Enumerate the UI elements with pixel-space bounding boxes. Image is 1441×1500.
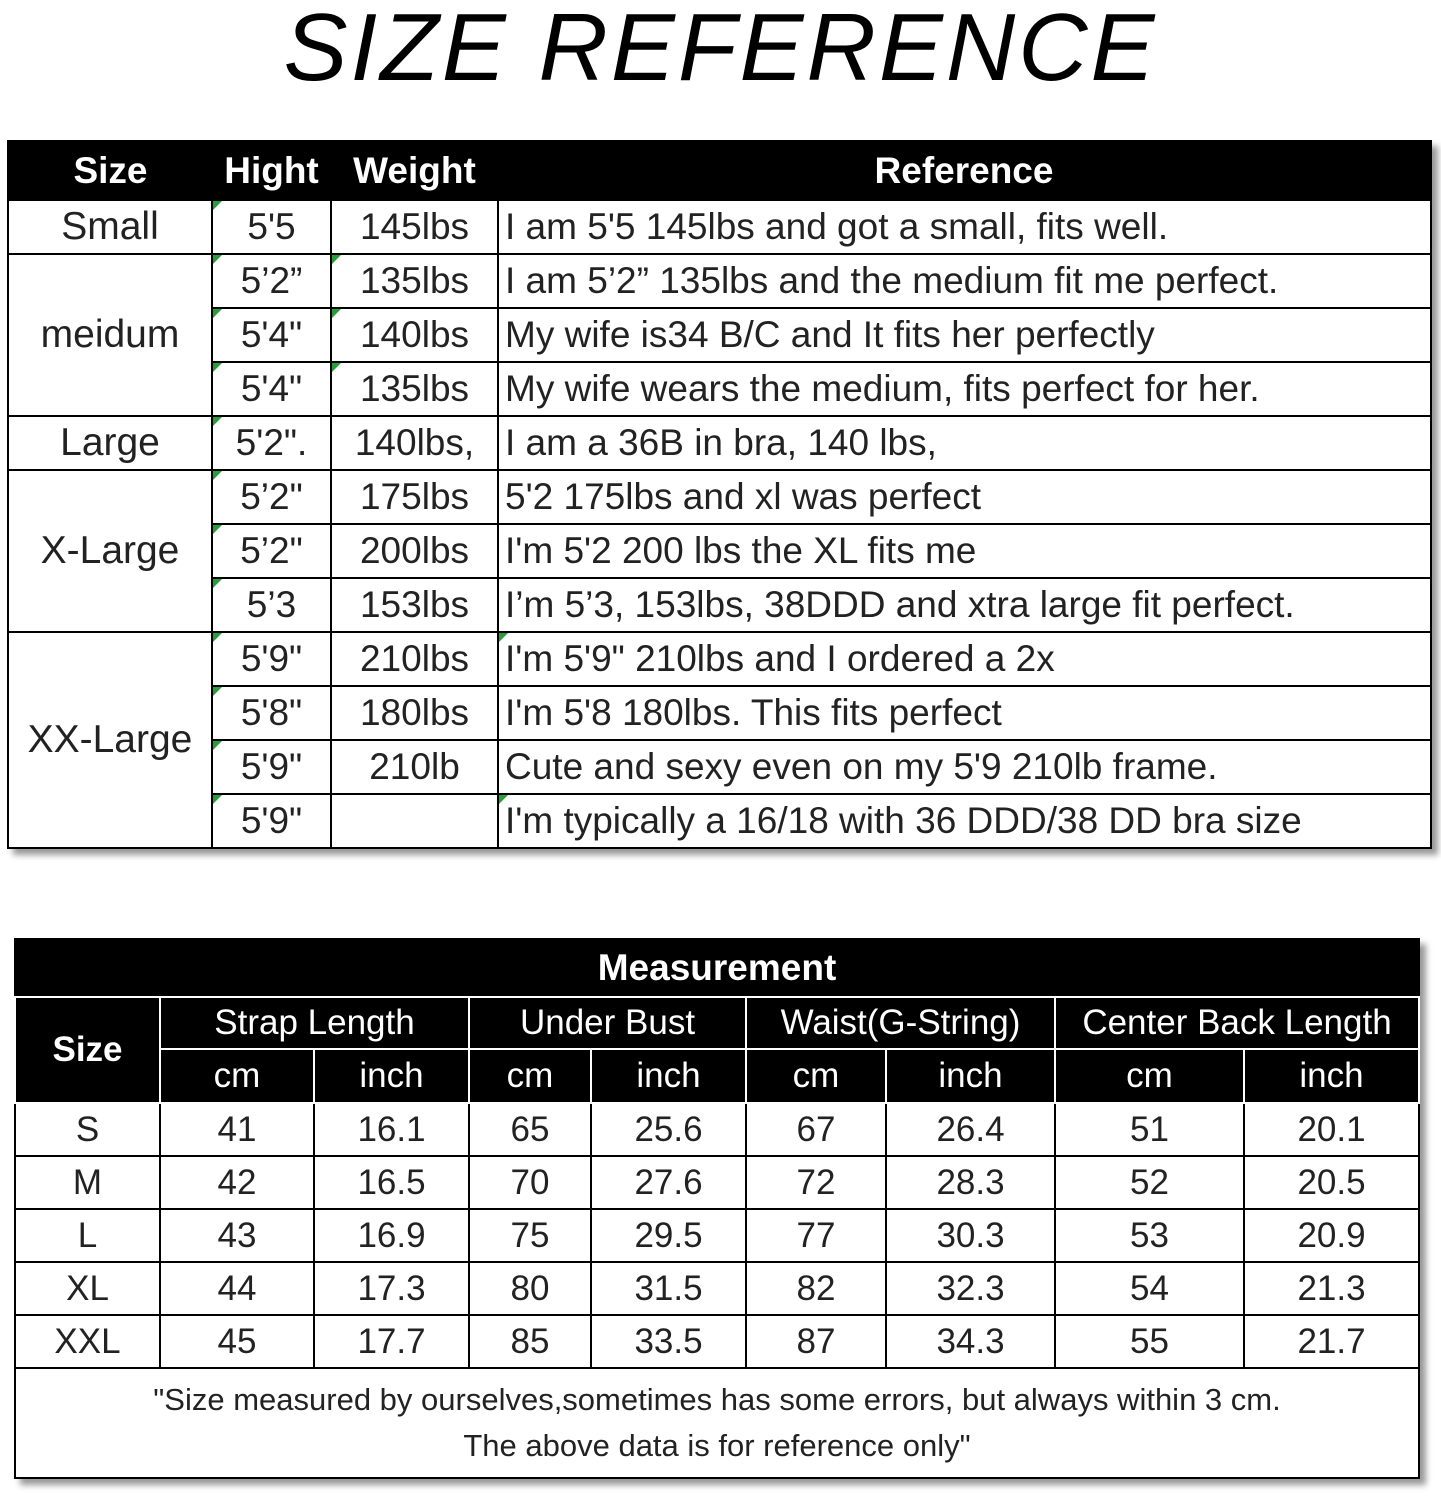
- weight-value: 145lbs: [331, 200, 498, 254]
- reference-row: [8, 794, 1431, 848]
- reference-row: [8, 308, 1431, 362]
- measurement-value: 16.1: [314, 1103, 469, 1156]
- measurement-value: 80: [469, 1262, 591, 1315]
- measurement-size: XXL: [15, 1315, 160, 1368]
- measurement-group-header: Center Back Length: [1055, 997, 1419, 1049]
- measurement-size: S: [15, 1103, 160, 1156]
- measurement-group-header: Strap Length: [160, 997, 469, 1049]
- measurement-unit-header: inch: [591, 1049, 746, 1103]
- height-value: 5'9": [212, 740, 331, 794]
- reference-row: [8, 524, 1431, 578]
- page-title: SIZE REFERENCE: [283, 0, 1158, 101]
- measurement-value: 25.6: [591, 1103, 746, 1156]
- height-value: 5'4": [212, 362, 331, 416]
- measurement-value: 33.5: [591, 1315, 746, 1368]
- height-value: 5’2": [212, 524, 331, 578]
- reference-row: [8, 578, 1431, 632]
- measurement-value: 52: [1055, 1156, 1244, 1209]
- measurement-value: 65: [469, 1103, 591, 1156]
- measurement-unit-header: cm: [746, 1049, 886, 1103]
- measurement-value: 82: [746, 1262, 886, 1315]
- reference-row: [8, 740, 1431, 794]
- weight-value: 140lbs,: [331, 416, 498, 470]
- measurement-value: 21.3: [1244, 1262, 1419, 1315]
- weight-value: 200lbs: [331, 524, 498, 578]
- measurement-unit-header: inch: [886, 1049, 1055, 1103]
- measurement-value: 16.5: [314, 1156, 469, 1209]
- weight-value: [331, 794, 498, 848]
- measurement-title: Measurement: [15, 939, 1419, 997]
- measurement-unit-header: cm: [160, 1049, 314, 1103]
- weight-value: 210lbs: [331, 632, 498, 686]
- weight-value: 153lbs: [331, 578, 498, 632]
- measurement-group-header: Waist(G-String): [746, 997, 1055, 1049]
- reference-row: [8, 362, 1431, 416]
- measurement-value: 21.7: [1244, 1315, 1419, 1368]
- height-value: 5’2”: [212, 254, 331, 308]
- measurement-size: M: [15, 1156, 160, 1209]
- size-label: X-Large: [8, 470, 212, 632]
- reference-row: [8, 254, 1431, 308]
- measurement-unit-header: cm: [469, 1049, 591, 1103]
- reference-text: I am 5’2” 135lbs and the medium fit me perfect.: [498, 254, 1431, 308]
- disclaimer-line-1: "Size measured by ourselves,sometimes has some errors, but always within 3 cm.: [153, 1382, 1281, 1417]
- measurement-table: [14, 938, 1420, 1479]
- measurement-group-header: Under Bust: [469, 997, 746, 1049]
- measurement-value: 70: [469, 1156, 591, 1209]
- measurement-value: 17.3: [314, 1262, 469, 1315]
- measurement-disclaimer: [15, 1368, 1419, 1478]
- measurement-value: 26.4: [886, 1103, 1055, 1156]
- size-label: Small: [8, 200, 212, 254]
- size-label: Large: [8, 416, 212, 470]
- reference-text: My wife is34 B/C and It fits her perfectly: [498, 308, 1431, 362]
- weight-value: 175lbs: [331, 470, 498, 524]
- size-reference-table: [7, 140, 1432, 849]
- measurement-value: 55: [1055, 1315, 1244, 1368]
- reference-text: I'm typically a 16/18 with 36 DDD/38 DD bra size: [498, 794, 1431, 848]
- reference-row: [8, 200, 1431, 254]
- reference-text: I am 5'5 145lbs and got a small, fits well.: [498, 200, 1431, 254]
- measurement-value: 43: [160, 1209, 314, 1262]
- height-value: 5’3: [212, 578, 331, 632]
- measurement-value: 77: [746, 1209, 886, 1262]
- weight-value: 210lb: [331, 740, 498, 794]
- reference-text: I am a 36B in bra, 140 lbs,: [498, 416, 1431, 470]
- measurement-value: 32.3: [886, 1262, 1055, 1315]
- measurement-unit-header: cm: [1055, 1049, 1244, 1103]
- measurement-size: L: [15, 1209, 160, 1262]
- reference-text: My wife wears the medium, fits perfect for her.: [498, 362, 1431, 416]
- measurement-row: [15, 1209, 1419, 1262]
- measurement-size: XL: [15, 1262, 160, 1315]
- measurement-value: 20.1: [1244, 1103, 1419, 1156]
- height-value: 5'9": [212, 794, 331, 848]
- reference-header-row: [8, 141, 1431, 200]
- measurement-row: [15, 1156, 1419, 1209]
- reference-text: I'm 5'2 200 lbs the XL fits me: [498, 524, 1431, 578]
- height-value: 5'4": [212, 308, 331, 362]
- height-value: 5'5: [212, 200, 331, 254]
- measurement-row: [15, 1262, 1419, 1315]
- measurement-value: 72: [746, 1156, 886, 1209]
- measurement-unit-header: inch: [1244, 1049, 1419, 1103]
- height-value: 5'2".: [212, 416, 331, 470]
- measurement-unit-header: inch: [314, 1049, 469, 1103]
- measurement-value: 45: [160, 1315, 314, 1368]
- measurement-row: [15, 1103, 1419, 1156]
- measurement-value: 67: [746, 1103, 886, 1156]
- measurement-value: 42: [160, 1156, 314, 1209]
- measurement-row: [15, 1315, 1419, 1368]
- measurement-value: 31.5: [591, 1262, 746, 1315]
- disclaimer-line-2: The above data is for reference only": [463, 1428, 971, 1463]
- weight-value: 135lbs: [331, 254, 498, 308]
- size-column-header: Size: [8, 141, 212, 200]
- measurement-value: 29.5: [591, 1209, 746, 1262]
- weight-column-header: Weight: [331, 141, 498, 200]
- reference-text: I'm 5'8 180lbs. This fits perfect: [498, 686, 1431, 740]
- measurement-size-header: Size: [15, 997, 160, 1103]
- reference-text: Cute and sexy even on my 5'9 210lb frame.: [498, 740, 1431, 794]
- reference-column-header: Reference: [498, 141, 1431, 200]
- measurement-value: 20.5: [1244, 1156, 1419, 1209]
- size-label: XX-Large: [8, 632, 212, 848]
- weight-value: 140lbs: [331, 308, 498, 362]
- measurement-value: 85: [469, 1315, 591, 1368]
- measurement-value: 41: [160, 1103, 314, 1156]
- weight-value: 180lbs: [331, 686, 498, 740]
- reference-row: [8, 686, 1431, 740]
- height-value: 5'8": [212, 686, 331, 740]
- reference-row: [8, 632, 1431, 686]
- reference-text: I'm 5'9" 210lbs and I ordered a 2x: [498, 632, 1431, 686]
- measurement-value: 17.7: [314, 1315, 469, 1368]
- measurement-value: 27.6: [591, 1156, 746, 1209]
- reference-text: 5'2 175lbs and xl was perfect: [498, 470, 1431, 524]
- measurement-value: 44: [160, 1262, 314, 1315]
- reference-row: [8, 416, 1431, 470]
- measurement-value: 28.3: [886, 1156, 1055, 1209]
- measurement-value: 16.9: [314, 1209, 469, 1262]
- measurement-value: 75: [469, 1209, 591, 1262]
- height-value: 5'9": [212, 632, 331, 686]
- reference-text: I’m 5’3, 153lbs, 38DDD and xtra large fit perfect.: [498, 578, 1431, 632]
- measurement-value: 34.3: [886, 1315, 1055, 1368]
- size-label: meidum: [8, 254, 212, 416]
- height-value: 5’2": [212, 470, 331, 524]
- measurement-value: 51: [1055, 1103, 1244, 1156]
- measurement-value: 53: [1055, 1209, 1244, 1262]
- measurement-value: 54: [1055, 1262, 1244, 1315]
- reference-row: [8, 470, 1431, 524]
- height-column-header: Hight: [212, 141, 331, 200]
- measurement-value: 30.3: [886, 1209, 1055, 1262]
- weight-value: 135lbs: [331, 362, 498, 416]
- measurement-value: 87: [746, 1315, 886, 1368]
- measurement-value: 20.9: [1244, 1209, 1419, 1262]
